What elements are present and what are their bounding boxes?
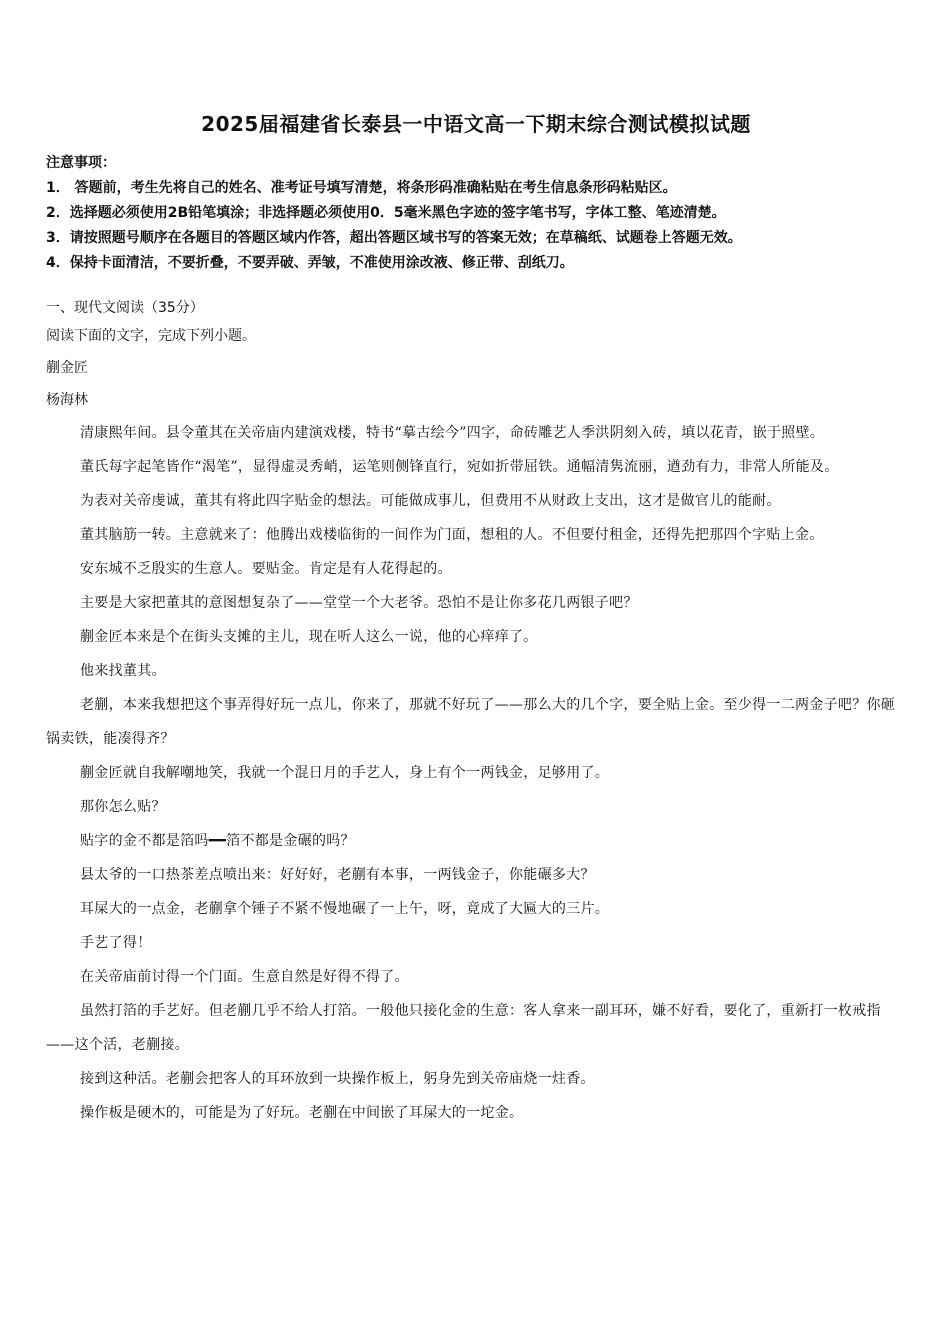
page-title: 2025届福建省长泰县一中语文高一下期末综合测试模拟试题 [201, 112, 751, 136]
story-paragraph: 董氏每字起笔皆作“渴笔”，显得虚灵秀峭，运笔则侧锋直行，宛如折带屈铁。通幅清隽流丽，遒劲有力，非常人所能及。 [80, 459, 839, 475]
section-instruction: 阅读下面的文字，完成下列小题。 [46, 328, 256, 344]
reading-section [46, 296, 906, 1130]
story-paragraph: 县太爷的一口热茶差点喷出来：好好好，老蒯有本事，一两钱金子，你能碾多大？ [80, 867, 595, 883]
story-paragraph: 耳屎大的一点金，老蒯拿个锤子不紧不慢地碾了一上午，呀，竟成了大匾大的三片。 [80, 901, 610, 917]
story-paragraph: 蒯金匠就自我解嘲地笑，我就一个混日月的手艺人，身上有个一两钱金，足够用了。 [80, 765, 610, 781]
story-paragraph: 主要是大家把董其的意图想复杂了——堂堂一个大老爷。恐怕不是让你多花几两银子吧？ [80, 595, 638, 611]
story-paragraph: 手艺了得！ [80, 935, 152, 951]
document-page [46, 108, 906, 1130]
story-paragraph: 那你怎么贴？ [80, 799, 166, 815]
notice-item: 2．选择题必须使用2B铅笔填涂；非选择题必须使用0．5毫米黑色字迹的签字笔书写，字体工整、笔迹清楚。 [46, 205, 726, 221]
story-paragraph: 安东城不乏殷实的生意人。要贴金。肯定是有人花得起的。 [80, 561, 452, 577]
story-paragraph: 他来找董其。 [80, 663, 166, 679]
story-title: 蒯金匠 [46, 360, 88, 376]
section-heading: 一、现代文阅读（35分） [46, 300, 204, 316]
notice-heading: 注意事项： [46, 155, 116, 171]
notice-block [46, 151, 906, 276]
story-paragraph: 在关帝庙前讨得一个门面。生意自然是好得不得了。 [80, 969, 409, 985]
story-author: 杨海林 [46, 392, 88, 408]
story-paragraph: 贴字的金不都是箔吗━━箔不都是金碾的吗？ [80, 833, 355, 849]
story-paragraph: 接到这种活。老蒯会把客人的耳环放到一块操作板上，躬身先到关帝庙烧一炷香。 [80, 1071, 595, 1087]
story-paragraph: 董其脑筋一转。主意就来了：他腾出戏楼临街的一间作为门面，想租的人。不但要付租金，还得先把那四个字贴上金。 [80, 527, 824, 543]
notice-item: 3．请按照题号顺序在各题目的答题区域内作答，超出答题区域书写的答案无效；在草稿纸、试题卷上答题无效。 [46, 230, 742, 246]
story-paragraph: 老蒯，本来我想把这个事弄得好玩一点儿，你来了，那就不好玩了——那么大的几个字，要全贴上金。至少得一二两金子吧？你砸锅卖铁，能凑得齐？ [46, 697, 896, 747]
story-paragraph: 清康熙年间。县令董其在关帝庙内建演戏楼，特书“摹古绘今”四字，命砖雕艺人季洪阴刻入砖，填以花青，嵌于照壁。 [80, 425, 825, 441]
notice-item: 1． 答题前，考生先将自己的姓名、准考证号填写清楚，将条形码准确粘贴在考生信息条形码粘贴区。 [46, 180, 677, 196]
story-paragraph: 操作板是硬木的，可能是为了好玩。老蒯在中间嵌了耳屎大的一坨金。 [80, 1105, 524, 1121]
notice-item: 4．保持卡面清洁，不要折叠，不要弄破、弄皱，不准使用涂改液、修正带、刮纸刀。 [46, 255, 574, 271]
story-paragraph: 蒯金匠本来是个在街头支摊的主儿，现在听人这么一说，他的心痒痒了。 [80, 629, 538, 645]
story-paragraph: 虽然打箔的手艺好。但老蒯几乎不给人打箔。一般他只接化金的生意：客人拿来一副耳环，嫌不好看，要化了，重新打一枚戒指——这个活，老蒯接。 [46, 1003, 881, 1053]
story-paragraph: 为表对关帝虔诚，董其有将此四字贴金的想法。可能做成事儿，但费用不从财政上支出，这才是做官儿的能耐。 [80, 493, 781, 509]
